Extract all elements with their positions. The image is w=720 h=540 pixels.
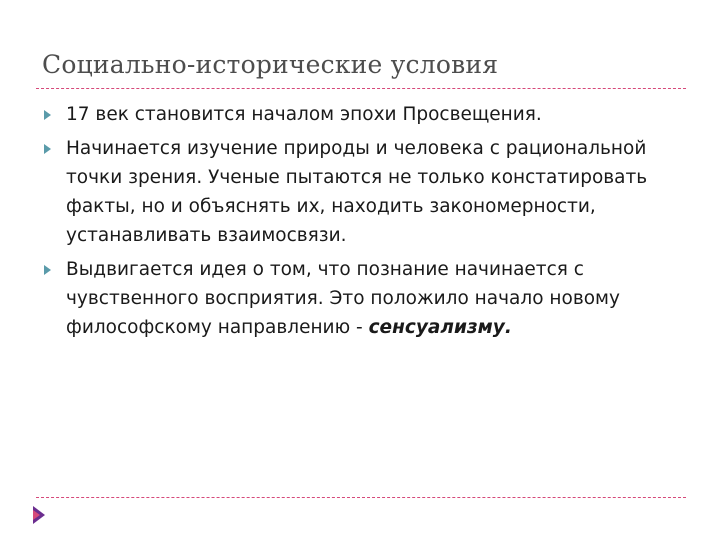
bullet-text: Выдвигается идея о том, что познание начинается с чувственного восприятия. Это положило начало новому философскому направлению - — [66, 259, 620, 338]
triangle-right-icon — [44, 144, 51, 154]
bullet-item — [40, 100, 700, 129]
bullet-item — [40, 255, 700, 342]
bullet-list — [40, 100, 700, 347]
bullet-text: Начинается изучение природы и человека с рациональной точки зрения. Ученые пытаются не только констатировать факты, но и объяснять их, находить закономерности, устанавливать взаимосвязи. — [66, 138, 648, 246]
bullet-emphasis: сенсуализму. — [368, 317, 512, 338]
title-divider — [36, 88, 686, 89]
slide-title: Социально-исторические условия — [42, 50, 499, 79]
triangle-right-icon — [44, 265, 51, 275]
footer-divider — [36, 497, 686, 498]
bullet-text: 17 век становится началом эпохи Просвещения. — [66, 104, 542, 125]
arrow-right-inner-icon — [33, 510, 40, 520]
triangle-right-icon — [44, 110, 51, 120]
bullet-item — [40, 134, 700, 250]
